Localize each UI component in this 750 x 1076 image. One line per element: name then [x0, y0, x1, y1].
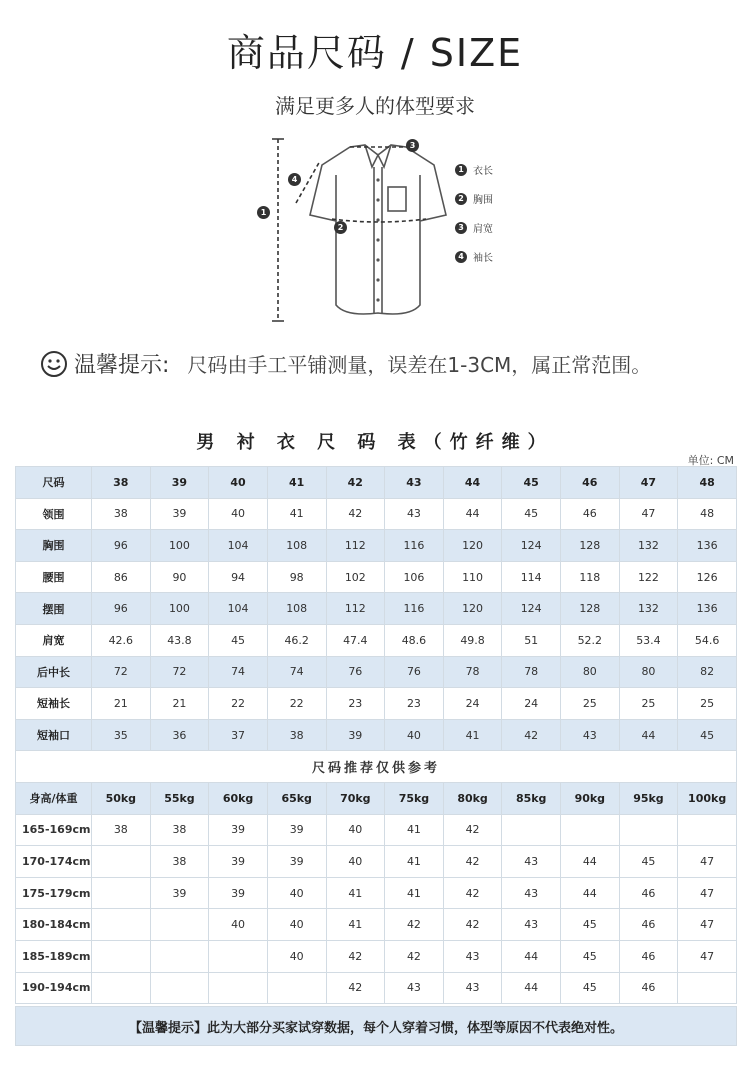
table-cell: 44: [502, 972, 561, 1004]
table-cell: 42: [443, 814, 502, 846]
table-cell: 120: [443, 530, 502, 562]
diagram-legend: [455, 155, 493, 271]
row-label: 后中长: [16, 656, 92, 688]
table-cell: [502, 814, 561, 846]
table-cell: 44: [561, 877, 620, 909]
table-cell: 42: [443, 877, 502, 909]
legend-label: 衣长: [473, 166, 493, 177]
table-cell: 78: [443, 656, 502, 688]
table-row: [16, 530, 737, 562]
table-cell: [678, 972, 737, 1004]
table-cell: [619, 814, 678, 846]
table-cell: 44: [502, 940, 561, 972]
height-label: 175-179cm: [16, 877, 92, 909]
table-cell: 120: [443, 593, 502, 625]
size-chart-table: [15, 466, 737, 1004]
table-cell: 102: [326, 561, 385, 593]
table-cell: 118: [561, 561, 620, 593]
table-row: [16, 498, 737, 530]
table-cell: 39: [209, 814, 268, 846]
table-cell: [92, 877, 151, 909]
table-cell: [150, 940, 209, 972]
legend-label: 肩宽: [473, 224, 493, 235]
table-cell: 43: [502, 909, 561, 941]
table-cell: 46: [619, 909, 678, 941]
reco-section-title: 尺码推荐仅供参考: [16, 751, 737, 783]
height-label: 165-169cm: [16, 814, 92, 846]
legend-label: 袖长: [473, 253, 493, 264]
table-cell: 108: [267, 530, 326, 562]
row-label: 短袖口: [16, 719, 92, 751]
table-cell: 23: [385, 688, 444, 720]
table-cell: 43: [561, 719, 620, 751]
table-cell: 39: [209, 846, 268, 878]
table-cell: 46: [561, 498, 620, 530]
tip-text: 尺码由手工平铺测量，误差在1-3CM，属正常范围。: [187, 353, 652, 377]
table-row: [16, 877, 737, 909]
table-cell: 38: [150, 846, 209, 878]
table-cell: 25: [678, 688, 737, 720]
table-cell: 41: [385, 877, 444, 909]
row-label: 胸围: [16, 530, 92, 562]
weight-header-cell: 70kg: [326, 782, 385, 814]
table-cell: 41: [385, 846, 444, 878]
size-header-cell: 40: [209, 467, 268, 499]
weight-header-cell: 90kg: [561, 782, 620, 814]
row-label: 腰围: [16, 561, 92, 593]
table-cell: 39: [150, 498, 209, 530]
table-cell: 49.8: [443, 624, 502, 656]
size-header-cell: 41: [267, 467, 326, 499]
table-row: [16, 909, 737, 941]
table-cell: 21: [92, 688, 151, 720]
table-cell: 44: [443, 498, 502, 530]
legend-item: [455, 213, 493, 242]
table-cell: 46.2: [267, 624, 326, 656]
size-header-cell: 42: [326, 467, 385, 499]
marker-3: 3: [406, 139, 419, 152]
table-cell: 38: [92, 814, 151, 846]
table-cell: 128: [561, 593, 620, 625]
table-row: [16, 624, 737, 656]
table-cell: [209, 940, 268, 972]
table-cell: 128: [561, 530, 620, 562]
table-cell: 23: [326, 688, 385, 720]
table-cell: 47: [678, 909, 737, 941]
table-cell: 25: [561, 688, 620, 720]
table-cell: 39: [326, 719, 385, 751]
table-cell: [267, 972, 326, 1004]
size-header-cell: 39: [150, 467, 209, 499]
table-cell: 45: [678, 719, 737, 751]
size-header-label: 尺码: [16, 467, 92, 499]
table-cell: 40: [209, 909, 268, 941]
table-cell: 40: [385, 719, 444, 751]
table-cell: 104: [209, 593, 268, 625]
weight-header-cell: 65kg: [267, 782, 326, 814]
table-cell: 122: [619, 561, 678, 593]
table-cell: 43: [443, 940, 502, 972]
table-cell: [209, 972, 268, 1004]
table-cell: 40: [267, 940, 326, 972]
page-subtitle: 满足更多人的体型要求: [275, 94, 475, 118]
weight-header-cell: 60kg: [209, 782, 268, 814]
table-cell: 45: [209, 624, 268, 656]
table-cell: 25: [619, 688, 678, 720]
table-cell: 52.2: [561, 624, 620, 656]
size-header-cell: 45: [502, 467, 561, 499]
table-cell: 42: [326, 940, 385, 972]
size-header-cell: 38: [92, 467, 151, 499]
page-title: 商品尺码 / SIZE: [226, 31, 524, 75]
marker-1: 1: [257, 206, 270, 219]
row-label: 摆围: [16, 593, 92, 625]
table-cell: 100: [150, 593, 209, 625]
size-header-cell: 43: [385, 467, 444, 499]
table-cell: 132: [619, 530, 678, 562]
table-cell: 80: [619, 656, 678, 688]
table-cell: 43: [443, 972, 502, 1004]
weight-header-cell: 75kg: [385, 782, 444, 814]
table-cell: 42: [326, 972, 385, 1004]
table-cell: 43: [385, 972, 444, 1004]
table-cell: 74: [267, 656, 326, 688]
marker-4: 4: [288, 173, 301, 186]
table-cell: 38: [150, 814, 209, 846]
table-cell: [150, 972, 209, 1004]
table-cell: 42: [326, 498, 385, 530]
table-cell: 42: [385, 940, 444, 972]
table-cell: 42: [502, 719, 561, 751]
table-cell: 38: [92, 498, 151, 530]
table-cell: 35: [92, 719, 151, 751]
height-label: 185-189cm: [16, 940, 92, 972]
legend-item: [455, 155, 493, 184]
table-cell: 112: [326, 530, 385, 562]
table-cell: 124: [502, 593, 561, 625]
table-cell: 48.6: [385, 624, 444, 656]
height-label: 190-194cm: [16, 972, 92, 1004]
table-cell: 51: [502, 624, 561, 656]
table-cell: 22: [209, 688, 268, 720]
legend-number: 2: [455, 193, 467, 205]
weight-header-cell: 50kg: [92, 782, 151, 814]
table-cell: 124: [502, 530, 561, 562]
table-row: [16, 656, 737, 688]
reco-header-row: [16, 782, 737, 814]
size-header-cell: 44: [443, 467, 502, 499]
table-row: [16, 846, 737, 878]
table-cell: 21: [150, 688, 209, 720]
table-cell: 41: [326, 877, 385, 909]
table-cell: 40: [209, 498, 268, 530]
table-cell: 42: [443, 846, 502, 878]
table-cell: 98: [267, 561, 326, 593]
table-cell: 90: [150, 561, 209, 593]
table-cell: 43.8: [150, 624, 209, 656]
table-cell: 37: [209, 719, 268, 751]
table-cell: [92, 846, 151, 878]
table-cell: [92, 940, 151, 972]
table-cell: 47: [678, 846, 737, 878]
size-header-cell: 47: [619, 467, 678, 499]
table-cell: 136: [678, 593, 737, 625]
table-row: [16, 561, 737, 593]
table-cell: 108: [267, 593, 326, 625]
table-cell: 126: [678, 561, 737, 593]
table-cell: 116: [385, 530, 444, 562]
weight-header-cell: 85kg: [502, 782, 561, 814]
row-label: 短袖长: [16, 688, 92, 720]
marker-2: 2: [334, 221, 347, 234]
table-cell: 136: [678, 530, 737, 562]
table-cell: 132: [619, 593, 678, 625]
table-cell: 41: [443, 719, 502, 751]
row-label: 肩宽: [16, 624, 92, 656]
table-cell: 41: [267, 498, 326, 530]
table-cell: 116: [385, 593, 444, 625]
table-cell: 45: [561, 972, 620, 1004]
table-cell: 86: [92, 561, 151, 593]
legend-label: 胸围: [473, 195, 493, 206]
weight-header-cell: 80kg: [443, 782, 502, 814]
table-cell: 40: [326, 814, 385, 846]
table-cell: 43: [502, 846, 561, 878]
table-cell: 42: [385, 909, 444, 941]
size-header-row: [16, 467, 737, 499]
weight-header-cell: 95kg: [619, 782, 678, 814]
table-cell: 46: [619, 940, 678, 972]
table-cell: 114: [502, 561, 561, 593]
table-cell: 78: [502, 656, 561, 688]
table-row: [16, 719, 737, 751]
table-cell: 24: [502, 688, 561, 720]
table-cell: [92, 909, 151, 941]
height-label: 180-184cm: [16, 909, 92, 941]
table-cell: [678, 814, 737, 846]
footer-note: 【温馨提示】此为大部分买家试穿数据，每个人穿着习惯，体型等原因不代表绝对性。: [15, 1006, 737, 1046]
table-cell: 47: [678, 877, 737, 909]
table-cell: 39: [150, 877, 209, 909]
table-cell: 42: [443, 909, 502, 941]
size-header-cell: 46: [561, 467, 620, 499]
table-cell: 94: [209, 561, 268, 593]
table-row: [16, 688, 737, 720]
table-cell: 43: [385, 498, 444, 530]
table-cell: 48: [678, 498, 737, 530]
weight-header-cell: 55kg: [150, 782, 209, 814]
table-cell: 45: [502, 498, 561, 530]
table-cell: 96: [92, 593, 151, 625]
table-cell: [561, 814, 620, 846]
table-row: [16, 972, 737, 1004]
table-cell: 45: [561, 940, 620, 972]
table-cell: 36: [150, 719, 209, 751]
table-cell: 96: [92, 530, 151, 562]
table-row: [16, 814, 737, 846]
table-cell: 112: [326, 593, 385, 625]
table-cell: 80: [561, 656, 620, 688]
table-cell: 24: [443, 688, 502, 720]
tip-label: 温馨提示:: [74, 353, 170, 378]
table-cell: 41: [385, 814, 444, 846]
legend-number: 4: [455, 251, 467, 263]
table-cell: 76: [385, 656, 444, 688]
table-cell: 53.4: [619, 624, 678, 656]
table-cell: 76: [326, 656, 385, 688]
table-cell: 38: [267, 719, 326, 751]
table-cell: 41: [326, 909, 385, 941]
row-label: 领围: [16, 498, 92, 530]
table-cell: 72: [150, 656, 209, 688]
table-cell: 40: [326, 846, 385, 878]
table-cell: 40: [267, 909, 326, 941]
table-cell: 46: [619, 877, 678, 909]
table-row: [16, 593, 737, 625]
legend-number: 3: [455, 222, 467, 234]
table-cell: [92, 972, 151, 1004]
table-cell: 47: [678, 940, 737, 972]
reco-section-row: [16, 751, 737, 783]
table-cell: 44: [619, 719, 678, 751]
table-row: [16, 940, 737, 972]
table-cell: 45: [619, 846, 678, 878]
table-cell: 100: [150, 530, 209, 562]
table-cell: 44: [561, 846, 620, 878]
weight-header-cell: 100kg: [678, 782, 737, 814]
table-cell: 40: [267, 877, 326, 909]
table-cell: 110: [443, 561, 502, 593]
table-cell: 39: [209, 877, 268, 909]
size-table-title: 男 衬 衣 尺 码 表（竹纤维）: [196, 432, 554, 453]
table-cell: 22: [267, 688, 326, 720]
table-cell: [150, 909, 209, 941]
unit-label: 单位: CM: [687, 454, 734, 467]
table-cell: 46: [619, 972, 678, 1004]
table-cell: 106: [385, 561, 444, 593]
table-cell: 43: [502, 877, 561, 909]
measurement-tip: [40, 348, 740, 379]
legend-item: [455, 184, 493, 213]
reco-header-label: 身高/体重: [16, 782, 92, 814]
table-cell: 42.6: [92, 624, 151, 656]
size-header-cell: 48: [678, 467, 737, 499]
table-cell: 39: [267, 814, 326, 846]
table-cell: 47: [619, 498, 678, 530]
table-cell: 74: [209, 656, 268, 688]
height-label: 170-174cm: [16, 846, 92, 878]
table-cell: 104: [209, 530, 268, 562]
table-cell: 54.6: [678, 624, 737, 656]
table-cell: 47.4: [326, 624, 385, 656]
smiley-icon: [40, 350, 68, 378]
table-cell: 45: [561, 909, 620, 941]
table-cell: 82: [678, 656, 737, 688]
table-cell: 39: [267, 846, 326, 878]
legend-item: [455, 242, 493, 271]
table-cell: 72: [92, 656, 151, 688]
legend-number: 1: [455, 164, 467, 176]
